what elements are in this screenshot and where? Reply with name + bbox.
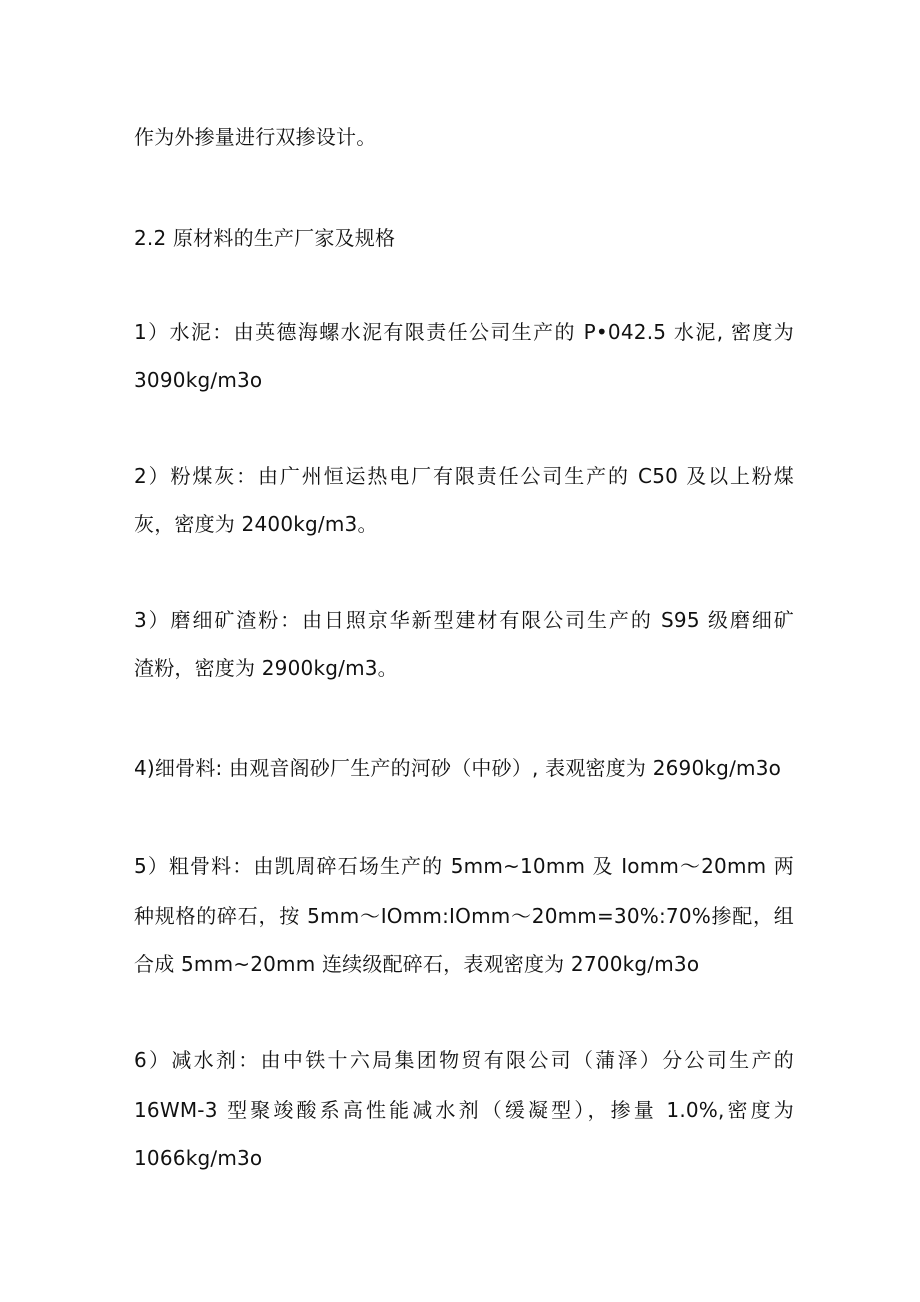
- item-5-line-3: 合成 5mm~20mm 连续级配碎石，表观密度为 2700kg∕m3o: [134, 952, 700, 976]
- item-6-line-3: 1066kg∕m3o: [134, 1146, 263, 1170]
- paragraph-continuation: 作为外掺量进行双掺设计。: [134, 125, 377, 149]
- item-1-line-2: 3090kg∕m3o: [134, 368, 263, 392]
- item-6-line-2: 16WM-3 型聚竣酸系高性能减水剂（缓凝型），掺量 1.0%,密度为: [134, 1098, 794, 1122]
- section-heading: 2.2 原材料的生产厂家及规格: [134, 226, 396, 250]
- item-1-line-1: 1）水泥：由英德海螺水泥有限责任公司生产的 P•042.5 水泥, 密度为: [134, 320, 794, 344]
- item-3-line-2: 渣粉，密度为 2900kg/m3。: [134, 656, 398, 680]
- item-5-line-1: 5）粗骨料：由凯周碎石场生产的 5mm~10mm 及 Iomm～20mm 两: [134, 854, 794, 878]
- item-6-line-1: 6）减水剂：由中铁十六局集团物贸有限公司（蒲泽）分公司生产的: [134, 1048, 794, 1072]
- item-2-line-2: 灰，密度为 2400kg/m3。: [134, 512, 378, 536]
- item-5-line-2: 种规格的碎石，按 5mm～IOmm:IOmm～20mm=30%:70%掺配，组: [134, 904, 794, 928]
- item-2-line-1: 2）粉煤灰：由广州恒运热电厂有限责任公司生产的 C50 及以上粉煤: [134, 464, 794, 488]
- item-4-line-1: 4)细骨料: 由观音阁砂厂生产的河砂（中砂）, 表观密度为 2690kg∕m3o: [134, 756, 782, 780]
- item-3-line-1: 3）磨细矿渣粉：由日照京华新型建材有限公司生产的 S95 级磨细矿: [134, 608, 794, 632]
